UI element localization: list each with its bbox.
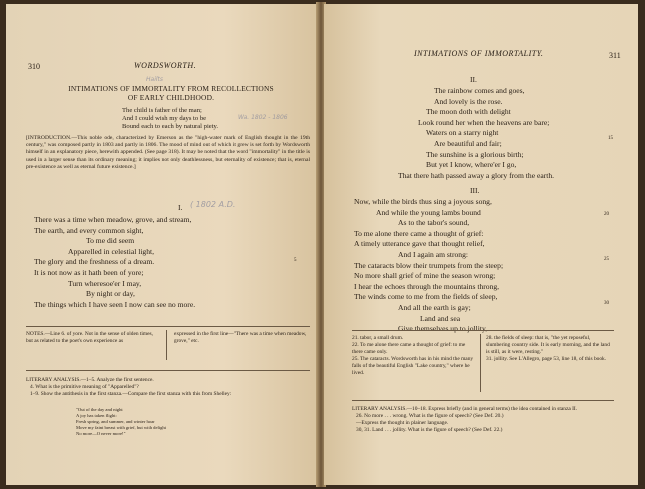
stanza-1-line-2: The earth, and every common sight,: [34, 225, 144, 235]
pencil-annotation-dates: Wa. 1802 - 1806: [238, 114, 288, 121]
stanza-3-line-9: I hear the echoes through the mountains throng,: [354, 281, 500, 291]
notes-divider: [26, 326, 310, 327]
poem-title-line-2: OF EARLY CHILDHOOD.: [127, 93, 215, 102]
right-literary-analysis: [352, 406, 614, 434]
epigraph-line-2: And I could wish my days to be: [122, 115, 207, 122]
right-notes-column-divider: [480, 334, 481, 392]
stanza-2-line-6: Are beautiful and fair;: [434, 138, 502, 148]
right-analysis-line-4: 30, 31. Land . . . jollity. What is the figure of speech? (See Def. 22.): [356, 427, 503, 433]
right-note-22: 22. To me alone there came a thought of grief: to me there came only.: [352, 342, 466, 355]
epigraph-line-3: Bound each to each by natural piety.: [122, 123, 219, 130]
stanza-1-line-1: There was a time when meadow, grove, and stream,: [34, 215, 192, 224]
right-note-31: 31. jollity. See L'Allegro, page 53, line 18, of this book.: [486, 356, 607, 362]
shelley-quote: [76, 407, 166, 437]
right-running-head: INTIMATIONS OF IMMORTALITY.: [414, 49, 544, 58]
right-notes-divider: [352, 330, 614, 331]
stanza-3: [354, 197, 614, 335]
epigraph: [122, 107, 218, 131]
stanza-2-line-5: Waters on a starry night: [426, 128, 499, 138]
shelley-line-3: Fresh spring, and summer, and winter hoar: [76, 419, 155, 424]
section-numeral-1: I.: [178, 203, 183, 212]
right-page: [324, 4, 638, 485]
stanza-1-line-6: It is not now as it hath been of yore;: [34, 267, 144, 277]
stanza-3-line-4: To me alone there came a thought of grief:: [354, 228, 484, 238]
right-analysis-line-1: LITERARY ANALYSIS.—10–18. Express briefly (and in general terms) the idea contained in stanza II.: [352, 406, 578, 412]
shelley-line-4: Move my faint breast with grief, but with delight: [76, 425, 166, 430]
analysis-line-1: LITERARY ANALYSIS.—1–5. Analyze the first sentence.: [26, 377, 154, 383]
analysis-line-2: 4. What is the primitive meaning of "Apparelled"?: [30, 384, 139, 390]
analysis-divider: [26, 370, 310, 371]
stanza-1-line-5: The glory and the freshness of a dream.: [34, 257, 155, 267]
right-analysis-line-3: —Express the thought in plainer language.: [356, 420, 449, 426]
stanza-3-line-6: And I again am strong:: [398, 249, 469, 259]
stanza-3-line-5: A timely utterance gave that thought relief,: [354, 239, 485, 249]
poem-title: [26, 84, 316, 102]
shelley-line-2: A joy has taken flight:: [76, 413, 117, 418]
shelley-line-5: No more—O never more!": [76, 431, 126, 436]
epigraph-line-1: The child is father of the man;: [122, 107, 202, 114]
stanza-3-line-13: Give themselves up to jollity,: [398, 324, 488, 334]
line-number-30: 30: [604, 301, 609, 306]
stanza-2-line-4: Look round her when the heavens are bare;: [418, 117, 550, 127]
notes-right-column: expressed in the first line—"There was a time when meadow, grove," etc.: [174, 331, 307, 344]
notes-column-divider: [166, 330, 167, 360]
line-number-25: 25: [604, 257, 609, 262]
right-analysis-divider: [352, 400, 614, 401]
stanza-2-line-2: And lovely is the rose.: [434, 96, 503, 106]
stanza-3-line-2: And while the young lambs bound: [376, 207, 481, 217]
stanza-2-line-8: But yet I know, where'er I go,: [426, 160, 517, 170]
stanza-3-line-10: The winds come to me from the fields of sleep,: [354, 292, 498, 302]
section-numeral-3: III.: [470, 186, 480, 195]
stanza-1-line-8: By night or day,: [86, 289, 135, 299]
right-note-28: 28. the fields of sleep: that is, "the yet reposeful, slumbering country side. It is early morning, and the land is still, as it were, resting.": [486, 335, 610, 355]
poem-title-line-1: INTIMATIONS OF IMMORTALITY FROM RECOLLECTIONS: [68, 84, 274, 93]
section-numeral-2: II.: [470, 75, 477, 84]
right-analysis-line-2: 26. No more . . . wrong. What is the figure of speech? (See Def. 20.): [356, 413, 504, 419]
stanza-2-line-1: The rainbow comes and goes,: [434, 86, 525, 95]
right-notes-column-1: [352, 335, 476, 377]
stanza-3-line-7: The cataracts blow their trumpets from the steep;: [354, 260, 504, 270]
introduction-paragraph: [INTRODUCTION.—This noble ode, characterized by Emerson as the "high-water mark of English thought in the 19th century," was composed partly in 1803 and partly in 1806. The mood of mind out of which it grew is set forth by Wordsworth himself in an explanatory piece, herewith appended. (See page 318). It may be noted that the word "immortality" in the title is used in a larger sense than its ordinary meaning; it implies not only deathlessness, but eternality of existence; that is, eternal pre-existence as well as eternal future existence.]: [26, 135, 310, 170]
stanza-3-line-12: Land and sea: [420, 313, 461, 323]
stanza-3-line-11: And all the earth is gay;: [398, 302, 471, 312]
left-page: [6, 4, 318, 485]
stanza-3-line-8: No more shall grief of mine the season wrong;: [354, 271, 496, 281]
pencil-annotation-name: Hailts: [146, 76, 164, 83]
line-number-5: 5: [294, 258, 297, 263]
left-running-head: WORDSWORTH.: [134, 61, 197, 70]
right-page-number: 311: [609, 51, 621, 60]
stanza-2: [362, 86, 612, 181]
literary-analysis: [26, 377, 312, 398]
pencil-annotation-year: ( 1802 A.D.: [190, 200, 236, 209]
right-notes-column-2: [486, 335, 614, 363]
stanza-1-line-7: Turn wheresoe'er I may,: [68, 278, 142, 288]
notes-left-column: NOTES.—Line 6. of yore. Not in the sense of olden times, but as related to the poet's own experience as: [26, 331, 153, 344]
right-note-25: 25. The cataracts. Wordsworth has in his mind the many falls of the beautiful English "Lake country," where he lived.: [352, 356, 474, 376]
stanza-2-line-3: The moon doth with delight: [426, 107, 511, 117]
stanza-3-line-1: Now, while the birds thus sing a joyous song,: [354, 197, 492, 206]
stanza-1: [34, 215, 304, 310]
stanza-2-line-9: That there hath passed away a glory from the earth.: [398, 170, 555, 180]
line-number-20: 20: [604, 212, 609, 217]
left-page-number: 310: [28, 62, 40, 71]
stanza-3-line-3: As to the tabor's sound,: [398, 218, 470, 228]
analysis-line-3: 1–9. Show the antithesis in the first stanza.—Compare the first stanza with this from Shelley:: [30, 391, 232, 397]
shelley-line-1: "Out of the day and night: [76, 407, 123, 412]
stanza-2-line-7: The sunshine is a glorious birth;: [426, 149, 524, 159]
stanza-1-line-9: The things which I have seen I now can see no more.: [34, 299, 196, 309]
stanza-1-line-3: To me did seem: [86, 236, 135, 246]
right-note-21: 21. tabor, a small drum.: [352, 335, 404, 341]
line-number-15: 15: [608, 136, 613, 141]
stanza-1-line-4: Apparelled in celestial light,: [68, 246, 155, 256]
